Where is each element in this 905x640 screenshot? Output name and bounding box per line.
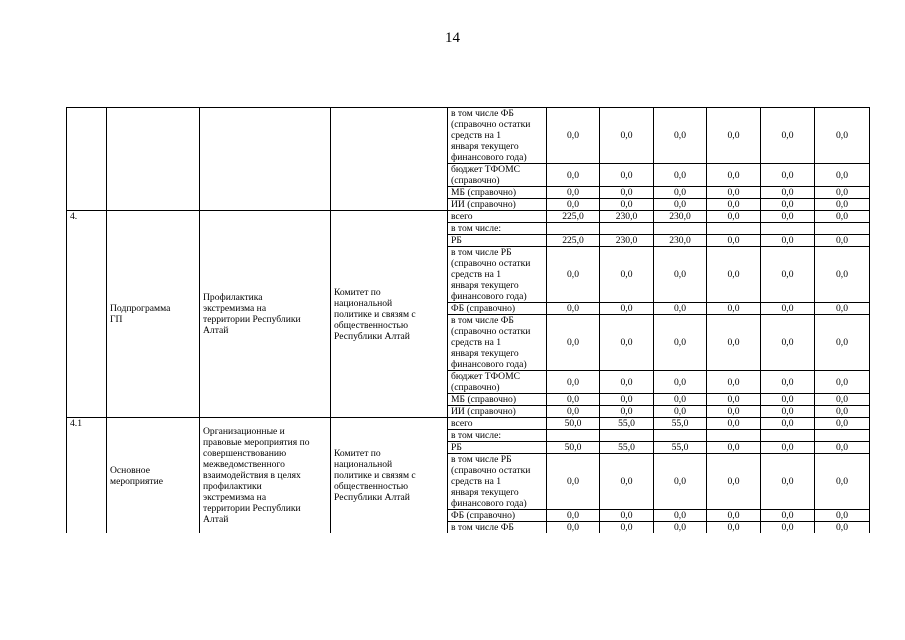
- value-cell: [815, 430, 870, 442]
- value-cell: 0,0: [707, 164, 761, 187]
- row-name-line: Алтай: [203, 514, 229, 525]
- value-cell: 0,0: [654, 315, 707, 371]
- value-cell: 0,0: [815, 164, 870, 187]
- value-cell: 0,0: [707, 406, 761, 418]
- source-cell-line: МБ (справочно): [451, 187, 517, 198]
- value-cell: [654, 223, 707, 235]
- source-cell-line: средств на 1: [451, 476, 502, 487]
- value-cell: 0,0: [815, 199, 870, 211]
- row-name-line: Организационные и: [203, 426, 285, 437]
- value-cell: 225,0: [547, 235, 600, 247]
- table-row: [67, 108, 870, 164]
- source-cell-line: бюджет ТФОМС: [451, 371, 520, 382]
- value-cell: 0,0: [761, 394, 815, 406]
- name-cell: [200, 108, 331, 211]
- value-cell: 55,0: [654, 442, 707, 454]
- row-executor-line: национальной: [334, 297, 393, 309]
- source-cell: [448, 164, 547, 187]
- source-cell: [448, 315, 547, 371]
- value-cell: 0,0: [547, 371, 600, 394]
- source-cell-line: ИИ (справочно): [451, 406, 516, 417]
- value-cell: [600, 223, 654, 235]
- source-cell-line: средств на 1: [451, 269, 502, 280]
- source-cell-line: средств на 1: [451, 130, 502, 141]
- row-type-line: Подпрограмма: [110, 303, 171, 314]
- value-cell: [761, 430, 815, 442]
- value-cell: [600, 430, 654, 442]
- row-name-line: экстремизма на: [203, 303, 267, 314]
- value-cell: [707, 430, 761, 442]
- value-cell: 0,0: [547, 510, 600, 522]
- value-cell: [761, 223, 815, 235]
- value-cell: 0,0: [815, 406, 870, 418]
- value-cell: 0,0: [707, 371, 761, 394]
- row-executor-line: общественностью: [334, 319, 409, 331]
- source-cell: [448, 510, 547, 522]
- value-cell: 0,0: [707, 522, 761, 534]
- value-cell: 0,0: [707, 199, 761, 211]
- row-executor-line: национальной: [334, 459, 393, 470]
- source-cell-line: в том числе РБ: [451, 454, 512, 465]
- source-cell-line: всего: [451, 211, 473, 222]
- source-cell-line: в том числе ФБ: [451, 108, 514, 119]
- source-cell: [448, 235, 547, 247]
- source-cell: [448, 394, 547, 406]
- row-number-line: 4.1: [70, 418, 82, 429]
- source-cell-line: в том числе ФБ: [451, 522, 514, 533]
- source-cell-line: января текущего: [451, 487, 519, 498]
- row-name-line: Профилактика: [203, 292, 263, 303]
- type-cell: [107, 108, 200, 211]
- value-cell: 0,0: [707, 108, 761, 164]
- source-cell-line: финансового года): [451, 359, 527, 370]
- row-executor-line: Республики Алтай: [334, 492, 410, 503]
- row-type: [107, 211, 200, 418]
- value-cell: 55,0: [600, 442, 654, 454]
- row-name-line: экстремизма на: [203, 492, 267, 503]
- source-cell: [448, 187, 547, 199]
- source-cell-line: средств на 1: [451, 337, 502, 348]
- value-cell: 0,0: [547, 187, 600, 199]
- source-cell-line: в том числе:: [451, 223, 502, 234]
- value-cell: 0,0: [707, 211, 761, 223]
- value-cell: 0,0: [761, 108, 815, 164]
- value-cell: [815, 223, 870, 235]
- table-row: [67, 418, 870, 430]
- value-cell: 0,0: [600, 454, 654, 510]
- row-number-line: 4.: [70, 211, 78, 222]
- source-cell: [448, 303, 547, 315]
- value-cell: 0,0: [815, 522, 870, 534]
- value-cell: 0,0: [654, 406, 707, 418]
- value-cell: 0,0: [761, 522, 815, 534]
- source-cell-line: в том числе ФБ: [451, 315, 514, 326]
- row-number: [67, 418, 107, 534]
- row-name-line: межведомственного: [203, 459, 285, 470]
- value-cell: 0,0: [761, 187, 815, 199]
- value-cell: 0,0: [600, 315, 654, 371]
- value-cell: 0,0: [761, 418, 815, 430]
- budget-table: [66, 107, 870, 533]
- row-name-line: Алтай: [203, 325, 229, 336]
- row-type: [107, 418, 200, 534]
- value-cell: 0,0: [761, 303, 815, 315]
- value-cell: 0,0: [761, 406, 815, 418]
- value-cell: 230,0: [600, 235, 654, 247]
- value-cell: 0,0: [654, 394, 707, 406]
- value-cell: 55,0: [600, 418, 654, 430]
- value-cell: 0,0: [600, 303, 654, 315]
- value-cell: 0,0: [761, 510, 815, 522]
- source-cell-line: МБ (справочно): [451, 394, 517, 405]
- value-cell: 0,0: [547, 303, 600, 315]
- value-cell: 0,0: [547, 199, 600, 211]
- value-cell: 230,0: [654, 235, 707, 247]
- value-cell: 0,0: [707, 247, 761, 303]
- source-cell: [448, 247, 547, 303]
- value-cell: 0,0: [815, 442, 870, 454]
- value-cell: 0,0: [547, 108, 600, 164]
- source-cell: [448, 406, 547, 418]
- source-cell-line: января текущего: [451, 348, 519, 359]
- row-executor-line: общественностью: [334, 481, 409, 492]
- value-cell: 0,0: [815, 108, 870, 164]
- value-cell: 0,0: [815, 510, 870, 522]
- source-cell-line: РБ: [451, 235, 462, 246]
- source-cell-line: (справочно остатки: [451, 119, 531, 130]
- value-cell: 0,0: [815, 247, 870, 303]
- value-cell: 0,0: [547, 394, 600, 406]
- value-cell: 0,0: [654, 108, 707, 164]
- value-cell: 0,0: [815, 315, 870, 371]
- value-cell: 0,0: [815, 187, 870, 199]
- value-cell: 0,0: [654, 199, 707, 211]
- value-cell: 225,0: [547, 211, 600, 223]
- value-cell: 0,0: [761, 247, 815, 303]
- source-cell-line: (справочно): [451, 382, 500, 393]
- value-cell: 0,0: [707, 315, 761, 371]
- value-cell: 0,0: [654, 247, 707, 303]
- value-cell: [547, 223, 600, 235]
- value-cell: 0,0: [654, 454, 707, 510]
- value-cell: 0,0: [600, 247, 654, 303]
- source-cell-line: РБ: [451, 442, 462, 453]
- value-cell: 0,0: [761, 199, 815, 211]
- value-cell: 0,0: [815, 211, 870, 223]
- source-cell: [448, 442, 547, 454]
- value-cell: 0,0: [707, 187, 761, 199]
- value-cell: 0,0: [600, 199, 654, 211]
- value-cell: 0,0: [600, 406, 654, 418]
- value-cell: 0,0: [654, 510, 707, 522]
- source-cell-line: ИИ (справочно): [451, 199, 516, 210]
- value-cell: 0,0: [761, 211, 815, 223]
- source-cell-line: в том числе РБ: [451, 247, 512, 258]
- table-row: [67, 211, 870, 223]
- value-cell: 0,0: [547, 164, 600, 187]
- value-cell: 0,0: [815, 394, 870, 406]
- value-cell: 0,0: [547, 454, 600, 510]
- source-cell-line: финансового года): [451, 152, 527, 163]
- row-executor-line: политике и связям с: [334, 308, 416, 320]
- number-cell: [67, 108, 107, 211]
- row-executor-line: Республики Алтай: [334, 330, 410, 342]
- value-cell: 0,0: [707, 303, 761, 315]
- row-name-line: совершенствованию: [203, 448, 287, 459]
- value-cell: 0,0: [600, 510, 654, 522]
- value-cell: 0,0: [815, 235, 870, 247]
- source-cell-line: всего: [451, 418, 473, 429]
- value-cell: 0,0: [815, 371, 870, 394]
- value-cell: 0,0: [600, 522, 654, 534]
- value-cell: 0,0: [654, 371, 707, 394]
- source-cell: [448, 199, 547, 211]
- source-cell: [448, 223, 547, 235]
- row-name-line: правовые мероприятия по: [203, 437, 310, 448]
- source-cell-line: (справочно остатки: [451, 258, 531, 269]
- source-cell-line: января текущего: [451, 280, 519, 291]
- row-number: [67, 211, 107, 418]
- source-cell-line: (справочно): [451, 175, 500, 186]
- value-cell: 0,0: [600, 394, 654, 406]
- value-cell: 0,0: [600, 108, 654, 164]
- value-cell: 0,0: [707, 418, 761, 430]
- source-cell: [448, 108, 547, 164]
- row-name-line: профилактики: [203, 481, 262, 492]
- value-cell: 0,0: [600, 371, 654, 394]
- value-cell: 0,0: [707, 394, 761, 406]
- value-cell: 50,0: [547, 418, 600, 430]
- source-cell-line: (справочно остатки: [451, 465, 531, 476]
- source-cell: [448, 454, 547, 510]
- value-cell: 0,0: [761, 315, 815, 371]
- value-cell: 0,0: [761, 442, 815, 454]
- value-cell: [707, 223, 761, 235]
- row-type-line: Основное: [110, 464, 150, 476]
- source-cell-line: финансового года): [451, 291, 527, 302]
- source-cell: [448, 211, 547, 223]
- value-cell: 0,0: [815, 303, 870, 315]
- row-name-line: территории Республики: [203, 503, 301, 514]
- row-name-line: территории Республики: [203, 314, 301, 325]
- value-cell: [654, 430, 707, 442]
- value-cell: 0,0: [600, 164, 654, 187]
- value-cell: 0,0: [707, 454, 761, 510]
- source-cell-line: бюджет ТФОМС: [451, 164, 520, 175]
- value-cell: 0,0: [654, 303, 707, 315]
- row-executor-line: Комитет по: [334, 448, 381, 459]
- row-executor: [331, 211, 448, 418]
- source-cell-line: января текущего: [451, 141, 519, 152]
- value-cell: 230,0: [600, 211, 654, 223]
- value-cell: 0,0: [761, 371, 815, 394]
- value-cell: 0,0: [761, 235, 815, 247]
- value-cell: 0,0: [707, 235, 761, 247]
- value-cell: 0,0: [707, 442, 761, 454]
- value-cell: 0,0: [707, 510, 761, 522]
- executor-cell: [331, 108, 448, 211]
- row-executor-line: политике и связям с: [334, 470, 416, 481]
- value-cell: 0,0: [761, 454, 815, 510]
- value-cell: 0,0: [654, 164, 707, 187]
- source-cell: [448, 430, 547, 442]
- row-executor: [331, 418, 448, 534]
- page-number: 14: [445, 30, 460, 46]
- value-cell: 0,0: [761, 164, 815, 187]
- source-cell-line: (справочно остатки: [451, 326, 531, 337]
- row-executor-line: Комитет по: [334, 286, 381, 298]
- source-cell: [448, 418, 547, 430]
- value-cell: 230,0: [654, 211, 707, 223]
- value-cell: 0,0: [654, 522, 707, 534]
- value-cell: 0,0: [654, 187, 707, 199]
- value-cell: 0,0: [547, 247, 600, 303]
- source-cell-line: ФБ (справочно): [451, 303, 516, 314]
- source-cell: [448, 522, 547, 534]
- row-type-line: ГП: [110, 314, 123, 325]
- row-name-line: взаимодействия в целях: [203, 470, 301, 481]
- value-cell: 0,0: [600, 187, 654, 199]
- value-cell: 55,0: [654, 418, 707, 430]
- source-cell-line: финансового года): [451, 498, 527, 509]
- source-cell: [448, 371, 547, 394]
- row-name: [200, 211, 331, 418]
- value-cell: 50,0: [547, 442, 600, 454]
- row-name: [200, 418, 331, 534]
- source-cell-line: ФБ (справочно): [451, 510, 516, 521]
- value-cell: 0,0: [547, 522, 600, 534]
- value-cell: 0,0: [815, 418, 870, 430]
- row-type-line: мероприятие: [110, 475, 163, 487]
- value-cell: [547, 430, 600, 442]
- value-cell: 0,0: [815, 454, 870, 510]
- source-cell-line: в том числе:: [451, 430, 502, 441]
- value-cell: 0,0: [547, 406, 600, 418]
- value-cell: 0,0: [547, 315, 600, 371]
